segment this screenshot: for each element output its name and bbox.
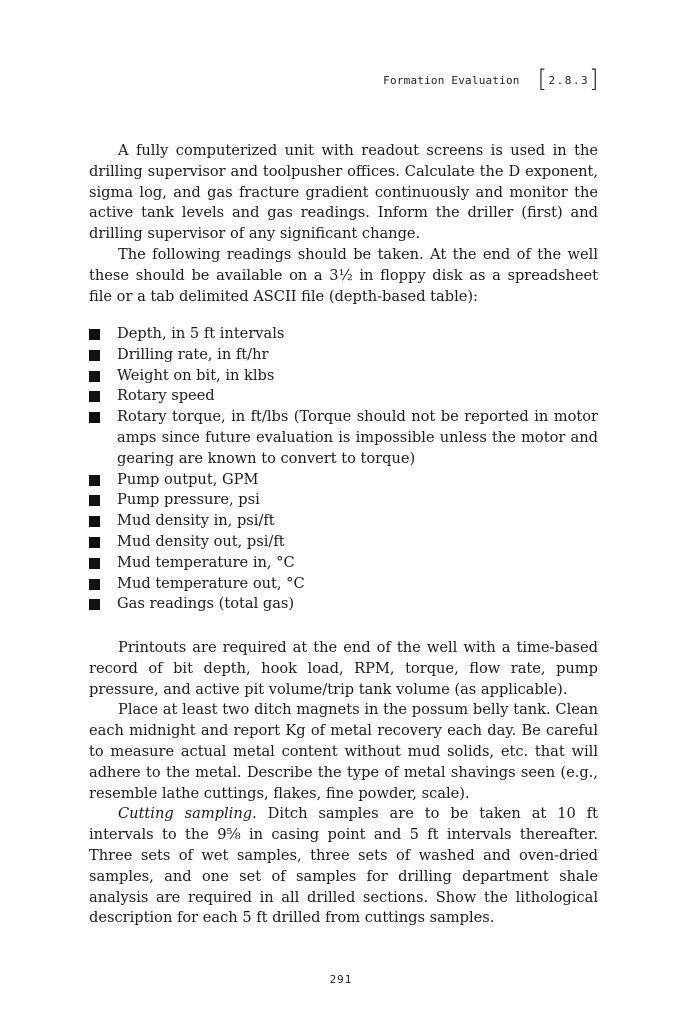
- list-item: [89, 553, 598, 574]
- running-header: [383, 65, 600, 93]
- list-item: [89, 324, 598, 345]
- paragraph-readings-intro: The following readings should be taken. At the end of the well these should be available on a 3½ in floppy disk as a spreadsheet file or a tab delimited ASCII file (depth-based table):: [89, 245, 598, 305]
- bullet-square-icon: [89, 371, 100, 382]
- list-item-text: Gas readings (total gas): [117, 595, 295, 613]
- cutting-sampling-heading: Cutting sampling.: [118, 805, 257, 823]
- list-item: [89, 594, 598, 615]
- bullet-square-icon: [89, 558, 100, 569]
- list-item: [89, 386, 598, 407]
- list-item-text: Mud temperature out, °C: [117, 574, 305, 592]
- list-item: [89, 574, 598, 595]
- bullet-square-icon: [89, 537, 100, 548]
- section-number: 2.8.3: [548, 74, 590, 87]
- bullet-square-icon: [89, 579, 100, 590]
- bullet-square-icon: [89, 495, 100, 506]
- list-item-text: Mud density in, psi/ft: [117, 512, 275, 530]
- section-number-group: [537, 65, 600, 93]
- cutting-sampling-text: Ditch samples are to be taken at 10 ft intervals to the 9⅝ in casing point and 5 ft intervals thereafter. Three sets of wet samples, three sets of washed and oven-dried samples, and one set of samples for drilling department shale analysis are required in all drilled sections. Show the lithological description for each 5 ft drilled from cuttings samples.: [89, 805, 598, 927]
- list-item: [89, 511, 598, 532]
- list-item: [89, 532, 598, 553]
- bullet-square-icon: [89, 412, 100, 423]
- list-item: [89, 345, 598, 366]
- list-item-text: Pump output, GPM: [117, 470, 259, 488]
- list-item-text: Depth, in 5 ft intervals: [117, 325, 285, 342]
- list-item-text: Weight on bit, in klbs: [117, 366, 275, 384]
- list-item-text: Rotary torque, in ft/lbs (Torque should not be reported in motor amps since future evaluation is impossible unless the motor and gearing are known to convert to torque): [117, 408, 598, 467]
- list-item: [89, 490, 598, 511]
- list-item-text: Mud temperature in, °C: [117, 553, 295, 571]
- bullet-square-icon: [89, 475, 100, 486]
- list-item: [89, 366, 598, 387]
- paragraph-printouts: Printouts are required at the end of the well with a time-based record of bit depth, hook load, RPM, torque, flow rate, pump pressure, and active pit volume/trip tank volume (as applicable).: [89, 639, 598, 698]
- bullet-square-icon: [89, 350, 100, 361]
- intro-text-block: [89, 141, 598, 307]
- bullet-square-icon: [89, 599, 100, 610]
- list-item-text: Pump pressure, psi: [117, 491, 260, 509]
- list-item-text: Mud density out, psi/ft: [117, 532, 285, 550]
- close-bracket: ]: [589, 65, 600, 93]
- readings-list: [89, 324, 598, 615]
- closing-text-block: [89, 638, 598, 929]
- page-number: 291: [329, 973, 353, 986]
- list-item: [89, 470, 598, 491]
- bullet-square-icon: [89, 516, 100, 527]
- paragraph-computerized-unit: A fully computerized unit with readout screens is used in the drilling supervisor and toolpusher offices. Calculate the D exponent, sigma log, and gas fracture gradient continuously and monitor the active tank levels and gas readings. Inform the driller (first) and drilling supervisor of any significant change.: [89, 142, 598, 243]
- list-item-text: Rotary speed: [117, 387, 215, 405]
- list-item-text: Drilling rate, in ft/hr: [117, 345, 269, 363]
- paragraph-cutting-sampling: [89, 804, 598, 929]
- paragraph-ditch-magnets: Place at least two ditch magnets in the possum belly tank. Clean each midnight and report Kg of metal recovery each day. Be careful to measure actual metal content without mud solids, etc. that will adhere to the metal. Describe the type of metal shavings seen (e.g., resemble lathe cuttings, flakes, fine powder, scale).: [89, 701, 598, 802]
- open-bracket: [: [537, 65, 549, 93]
- bullet-square-icon: [89, 329, 100, 340]
- list-item: [89, 407, 598, 469]
- section-title: Formation Evaluation: [383, 74, 520, 87]
- bullet-square-icon: [89, 391, 100, 402]
